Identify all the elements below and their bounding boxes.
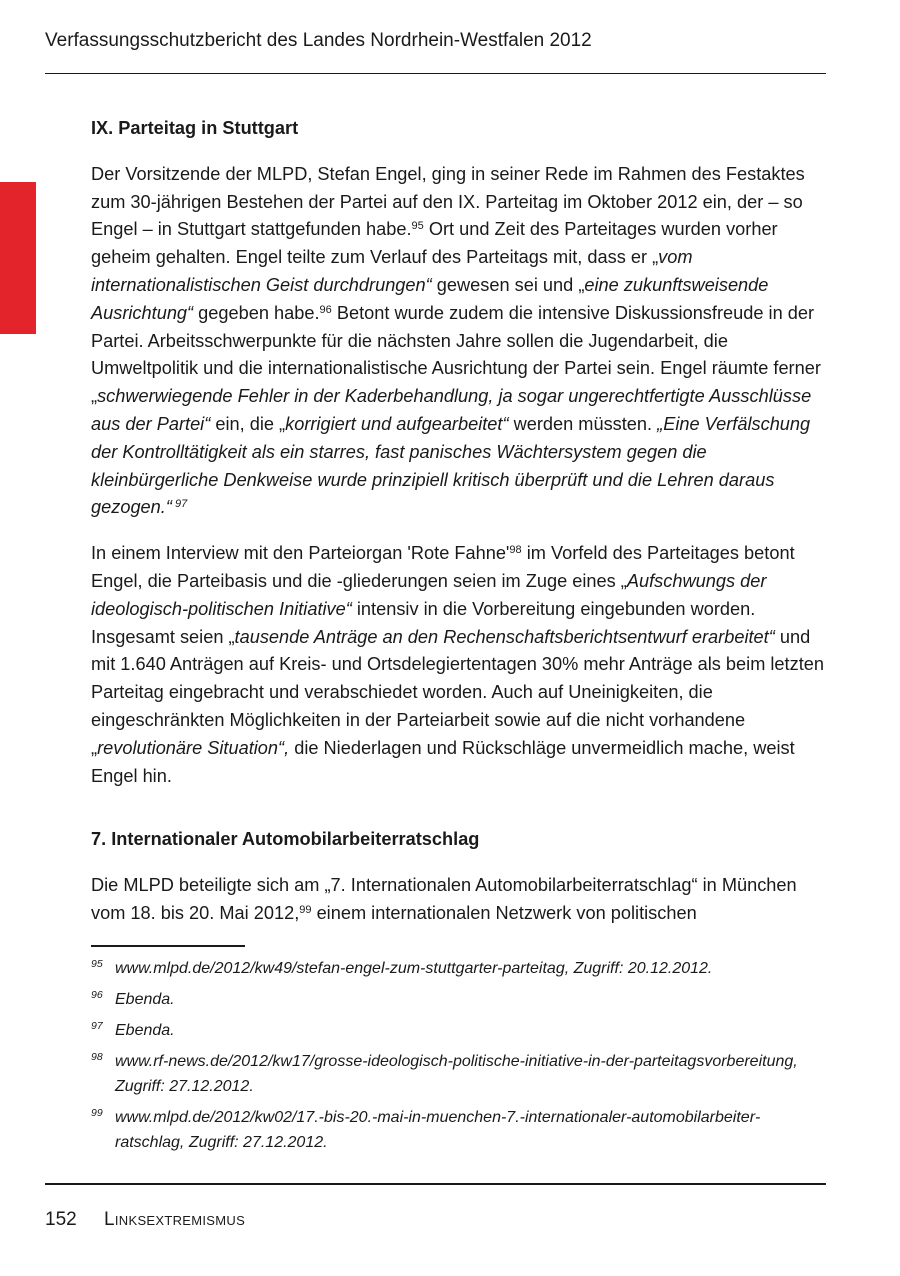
footnote-95 (91, 956, 821, 981)
footnote-number: 96 (91, 989, 103, 1001)
footnote-ref-98: 98 (509, 544, 522, 557)
quote: revolutionäre Situation“, (97, 737, 290, 758)
quote: vom internationalistischen Geist durchdrungen“ (91, 247, 693, 295)
footnote-text: www.mlpd.de/2012/kw02/17.-bis-20.-mai-in-muenchen-7.-internationaler-automobilarbeiterratschlag, Zugriff: 27.12.2012. (115, 1109, 761, 1151)
paragraph-interview: In einem Interview mit den Parteiorgan 'Rote $Fahne'^{98}$ im Vorfeld des Parteitages betont Engel, die Parteibasis und die -gliederungen seien im Zuge eines „Aufschwungs der ideologisch-politischen Initiative“ intensiv in die Vorbereitung eingebunden worden. Insgesamt seien „tausende Anträge an den Rechenschaftsberichtsentwurf erarbeitet“ und mit 1.640 Anträgen auf Kreis- und Ortsdelegiertentagen 30% mehr Anträge als beim letzten Parteitag eingebracht und verabschiedet worden. Auch auf Uneinigkeiten, die eingeschränkten Möglichkeiten in der Parteiarbeit sowie auf die nicht vorhandene „revolutionäre Situation“, die Niederlagen und Rückschläge unvermeidlich mache, weist Engel hin. (91, 543, 824, 786)
footnote-rule (91, 945, 245, 947)
footnote-ref-96: 96 (319, 303, 332, 316)
footnote-text: www.rf-news.de/2012/kw17/grosse-ideologisch-politische-initiative-in-der-parteitagsvorbereitung, Zugriff: 27.12.2012. (115, 1053, 798, 1095)
footnote-98 (91, 1049, 821, 1099)
footnote-96 (91, 987, 821, 1012)
section-heading-automobil: 7. Internationaler Automobilarbeiterratschlag (91, 829, 480, 850)
footnote-ref-97: 97 (171, 498, 188, 511)
section-heading-parteitag: IX. Parteitag in Stuttgart (91, 118, 299, 138)
footnote-number: 95 (91, 958, 103, 970)
main-content (91, 115, 827, 928)
footnote-ref-99: 99 (299, 903, 312, 916)
quote: eine zukunftsweisende Ausrichtung“ (91, 274, 769, 323)
quote: tausende Anträge an den Rechenschaftsberichtsentwurf erarbeitet“ (234, 626, 775, 647)
quote: „Eine Verfälschung der Kontrolltätigkeit als ein starres, fast panisches Wächtersystem gegen die kleinbürgerliche Denkweise wurde prinzipiell kritisch überprüft und die Lehren daraus gezogen.“ (91, 413, 811, 518)
header-rule (45, 73, 826, 74)
chapter-marker-tab (0, 182, 36, 334)
footnote-number: 97 (91, 1020, 103, 1032)
footnote-97 (91, 1018, 821, 1043)
footnote-number: 98 (91, 1051, 103, 1063)
footnotes (91, 956, 821, 1161)
footnote-text: www.mlpd.de/2012/kw49/stefan-engel-zum-stuttgarter-parteitag, Zugriff: 20.12.2012. (115, 960, 713, 977)
paragraph-automobil: Die MLPD beteiligte sich am „7. Internationalen Automobilarbeiterratschlag“ in München vom 18. bis 20. Mai 2012,99 einem internationalen Netzwerk von politischen (91, 875, 797, 923)
footnote-99 (91, 1105, 821, 1155)
running-header-title: Verfassungsschutzbericht des Landes Nordrhein-Westfalen 2012 (45, 30, 592, 51)
quote: korrigiert und aufgearbeitet“ (285, 413, 509, 434)
footnote-text: Ebenda. (115, 991, 175, 1008)
running-footer-section: Linksextremismus (104, 1209, 246, 1230)
paragraph-parteitag: Der Vorsitzende der MLPD, Stefan Engel, ging in seiner Rede im Rahmen des Festaktes zum 30-jährigen Bestehen der Partei auf den IX. Parteitag im Oktober 2012 ein, der – so Engel – in Stuttgart stattgefunden habe.$^{95}$ Ort und Zeit des Parteitages wurden vorher geheim gehalten. Engel teilte zum Verlauf des Parteitags mit, dass er „vom internationalistischen Geist durchdrungen“ gewesen sei und „eine zukunftsweisende Ausrichtung“ gegeben habe.$^{96}$ Betont wurde zudem die intensive Diskussionsfreude in der Partei. Arbeitsschwerpunkte für die nächsten Jahre sollen die Jugendarbeit, die Umweltpolitik und die internationalistische Ausrichtung der Partei sein. Engel räumte ferner „schwerwiegende Fehler in der Kaderbehandlung, ja sogar ungerechtfertigte Ausschlüsse aus der Partei“ ein, die „korrigiert und aufgearbeitet“ werden müssten. „Eine Verfälschung der Kontrolltätigkeit als ein starres, fast panisches Wächtersystem gegen die kleinbürgerliche Denkweise wurde prinzipiell kritisch überprüft und die Lehren daraus gezogen.“ $^{97}$ (91, 163, 821, 518)
page-number: 152 (45, 1209, 77, 1230)
footnote-number: 99 (91, 1107, 103, 1119)
footnote-text: Ebenda. (115, 1022, 175, 1039)
quote: Aufschwungs der ideologisch-politischen Initiative“ (91, 570, 767, 619)
footer-rule (45, 1183, 826, 1185)
quote: schwerwiegende Fehler in der Kaderbehandlung, ja sogar ungerechtfertigte Ausschlüsse aus der Partei“ (91, 386, 812, 434)
footnote-ref-95: 95 (411, 220, 424, 233)
